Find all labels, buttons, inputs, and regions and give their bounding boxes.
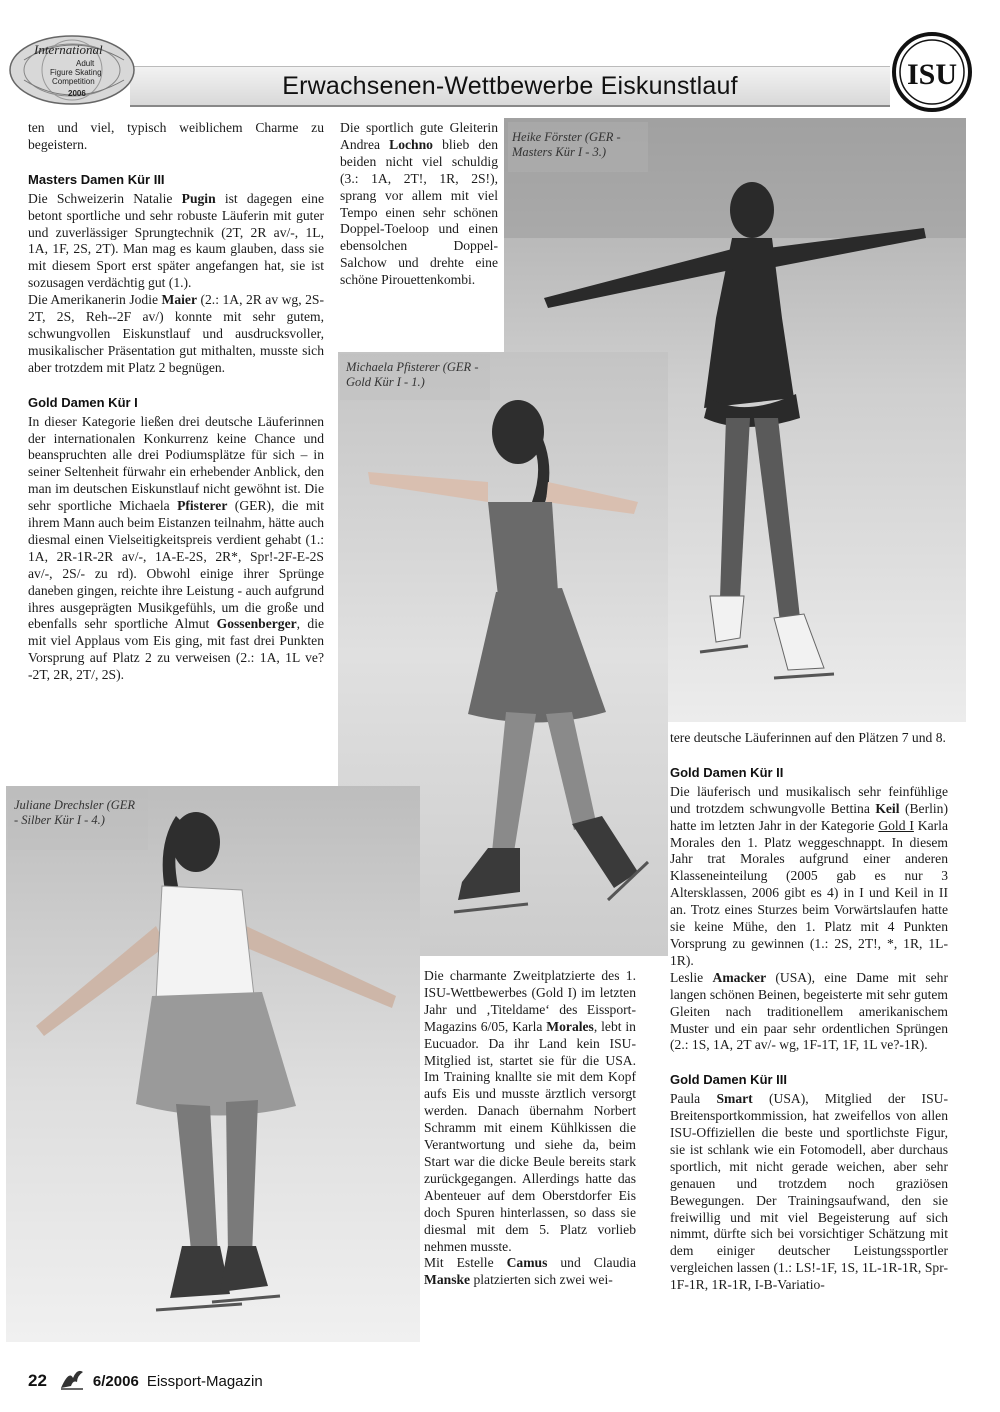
magazine-icon <box>59 1368 85 1394</box>
paragraph-keil: Die läuferisch und musikalisch sehr feinfühlige und trotzdem schwungvolle Bettina Keil (Berlin) hatte im letzten Jahr in der Kategorie Gold I Karla Morales den 1. Platz weggeschnappt. In diesem Jahr trat Morales aufgrund einer anderen Klasseneinteilung (2005 gab es nur 3 Altersklassen, 2006 gibt es 4) in I und Keil in II an. Trotz eines Sturzes beim Vorwärtslaufen hatte sie keine Mühe, den 1. Platz mit 4 Punkten Vorsprung zu gewinnen (1.: 2S, 2T!, *, 1R, 1L-1R). <box>670 783 948 968</box>
skater-name: Pugin <box>181 190 216 206</box>
issue-number: 6/2006 <box>92 1372 139 1390</box>
skater-name: Camus <box>506 1255 548 1271</box>
paragraph-camus-manske: Mit Estelle Camus und Claudia Manske platzierten sich zwei wei- <box>424 1255 636 1288</box>
heading-gold-damen-kuer-1: Gold Damen Kür I <box>28 394 138 410</box>
logo-text-figure-skating: Figure Skating <box>50 68 102 77</box>
caption-juliane-drechsler: Juliane Drechsler (GER - Silber Kür I - 4.) <box>14 798 136 827</box>
paragraph-smart: Paula Smart (USA), Mitglied der ISU-Breitensportkommission, hat zweifellos von allen ISU-Offiziellen die beste und sportlichste Figur, sie ist schlank wie ein Fotomodell, aber durchaus sportlich, mit nicht gerade weichen, aber sehr genauen und trotzdem noch graziösen Bewegungen. Der Trainingsaufwand, den sie freiwillig und mit viel Begeisterung auf sich nimmt, dürfte sich bei vorsichtiger Schätzung mit dem einiger deutscher Leistungssportler vergleichen lassen (1.: LS!-1F, 1S, 1L-1R-1R, Spr-1F-1R, 1R-1R, I-B-Variatio- <box>670 1091 948 1293</box>
page-title: Erwachsenen-Wettbewerbe Eiskunstlauf <box>282 72 738 100</box>
competition-logo <box>4 30 140 108</box>
heading-masters-damen-kuer-3: Masters Damen Kür III <box>28 171 165 187</box>
page-footer <box>28 1368 263 1394</box>
magazine-name: Eissport-Magazin <box>146 1372 263 1390</box>
paragraph-intro: ten und viel, typisch weiblichem Charme zu begeistern. <box>28 120 324 152</box>
skater-name: Keil <box>875 800 900 816</box>
logo-text-adult: Adult <box>76 59 95 68</box>
paragraph-pugin: Die Schweizerin Natalie Pugin ist dagegen eine betont sportliche und sehr robuste Läuferin mit guter und zuverlässiger Sprungtechnik (2T, 2R av/-, 1L, 1A, 1F, 2S, 2T). Man mag es kaum glauben, dass sie mit diesem Sport erst später angefangen hat, sie ist sozusagen verdächtig gut (1.). <box>28 190 324 291</box>
skater-name: Amacker <box>712 969 767 985</box>
photo-juliane-drechsler <box>6 786 420 1342</box>
isu-logo-text: ISU <box>906 58 958 91</box>
skater-name: Manske <box>424 1272 471 1288</box>
skater-name: Smart <box>716 1091 753 1107</box>
category-gold1: Gold I <box>878 817 914 833</box>
column-middle-top <box>340 120 498 289</box>
column-left <box>28 120 324 684</box>
logo-text-competition: Competition <box>52 77 95 86</box>
paragraph-morales: Die charmante Zweitplatzierte des 1. ISU-Wettbewerbes (Gold I) im letzten Jahr und ‚Titeldame‘ des Eissport-Magazins 6/05, Karla Morales, lebt in Eucuador. Da ihr Land kein ISU-Mitglied ist, startet sie für die USA. Im Training knallte sie mit dem Kopf aufs Eis und musste ärztlich versorgt werden. Danach übernahm Norbert Schramm mit einem Kühlkissen die Verantwortung und siehe da, beim Start war die dicke Beule bereits stark zurückgegangen. Allerdings hatte das Abenteuer auf dem Oberstdorfer Eis doch Spuren hinterlassen, so dass sie diesmal mit dem 5. Platz vorlieb nehmen musste. <box>424 968 636 1254</box>
caption-michaela-pfisterer: Michaela Pfisterer (GER - Gold Kür I - 1.) <box>346 360 479 389</box>
skater-name: Pfisterer <box>177 498 228 514</box>
column-right <box>670 730 948 1294</box>
skater-name: Morales <box>546 1018 594 1034</box>
isu-logo <box>890 30 974 114</box>
page-number: 22 <box>28 1371 47 1390</box>
skater-name: Maier <box>161 292 197 308</box>
logo-text-international: International <box>34 42 103 57</box>
paragraph-gold1: In dieser Kategorie ließen drei deutsche Läuferinnen der internationalen Konkurrenz keine Chance und beanspruchten alle drei Podiumsplätze für sich – in seiner Seltenheit fürwahr ein erhebender Anblick, den man im deutschen Eiskunstlauf nicht gewöhnt ist. Die sehr sportliche Michaela Pfisterer (GER), die mit ihrem Mann auch beim Eistanzen teilnahm, hätte auch diesmal einen Vielseitigkeitspreis verdient gehabt (1.: 1A, 2R-1R-2R av/-, 1A-E-2S, 2R*, Spr!-2F-E-2S av/-, 2S/- zu rd). Obwohl einige ihrer Sprünge daneben gingen, reichte ihre Leistung - auch aufgrund ihres ausgeprägten Musikgefühls, um die große und ebenfalls sehr sportliche Almut Gossenberger, die mit viel Applaus vom Eis ging, mit fast drei Punkten Vorsprung auf Platz 2 zu verweisen (2.: 1A, 1L ve?-2T, 2R, 2T/, 2S). <box>28 413 325 683</box>
heading-gold-damen-kuer-2: Gold Damen Kür II <box>670 764 784 780</box>
paragraph-intro-right: tere deutsche Läuferinnen auf den Plätzen 7 und 8. <box>670 730 946 745</box>
paragraph-lochno: Die sportlich gute Gleiterin Andrea Lochno blieb den beiden nicht viel schuldig (3.: 1A, 2T!, 1R, 2S!), sprang vor allem mit viel Tempo einen sehr schönen Doppel-Toeloop und einen ebensolchen Doppel-Salchow und drehte eine schöne Pirouettenkombi. <box>340 120 498 288</box>
logo-text-year: 2006 <box>68 89 86 98</box>
paragraph-amacker: Leslie Amacker (USA), eine Dame mit sehr langen schönen Beinen, begeisterte mit sehr gutem Gleiten nach traditionellem amerikanischem Muster und ein paar sehr ordentlichen Sprüngen (2.: 1S, 1A, 2T av/- wg, 1F-1T, 1F, 1L ve?-1R). <box>670 969 948 1053</box>
skater-name: Gossenberger <box>216 616 297 632</box>
caption-heike-foerster: Heike Förster (GER - Masters Kür I - 3.) <box>512 130 621 159</box>
paragraph-maier: Die Amerikanerin Jodie Maier (2.: 1A, 2R av wg, 2S-2T, 2S, Reh--2F av/) konnte mit sehr gutem, schwungvollen Eiskunstlauf und ausdrucksvoller, musikalischer Präsentation gut mithalten, musste sich aber trotzdem mit Platz 2 begnügen. <box>28 292 324 375</box>
column-middle-bottom <box>424 968 636 1289</box>
skater-name: Lochno <box>389 136 433 152</box>
heading-gold-damen-kuer-3: Gold Damen Kür III <box>670 1072 788 1088</box>
